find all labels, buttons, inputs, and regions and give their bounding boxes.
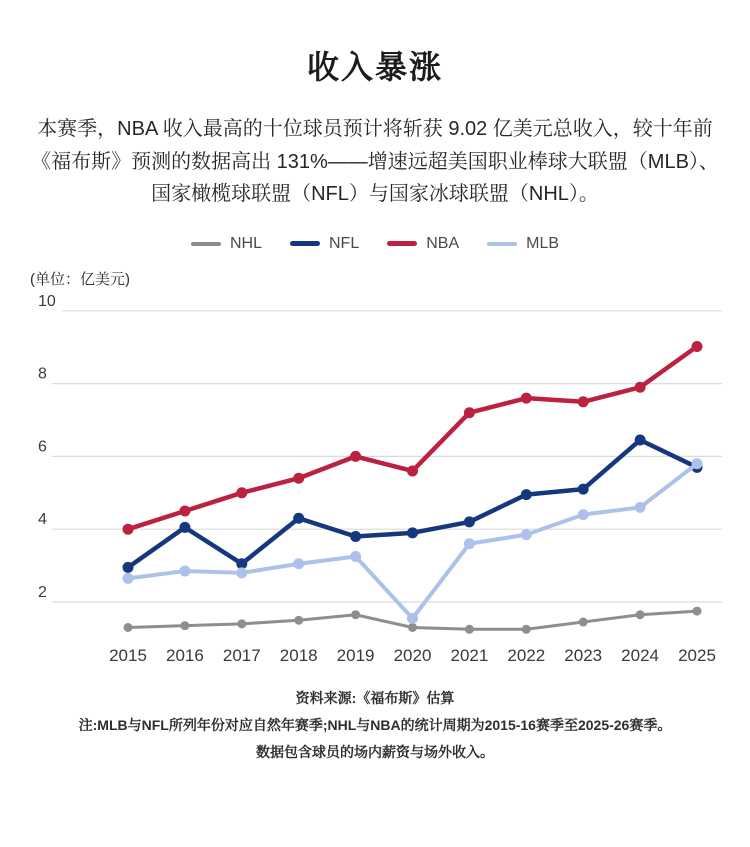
data-point-mlb-2019 bbox=[350, 551, 361, 562]
data-point-nfl-2016 bbox=[179, 521, 190, 532]
data-point-nfl-2015 bbox=[123, 561, 134, 572]
data-point-nhl-2017 bbox=[237, 619, 246, 628]
data-point-nfl-2021 bbox=[464, 516, 475, 527]
data-point-nfl-2023 bbox=[578, 483, 589, 494]
data-point-nba-2022 bbox=[521, 392, 532, 403]
data-point-nfl-2019 bbox=[350, 530, 361, 541]
note-line-1: 注:MLB与NFL所列年份对应自然年赛季;NHL与NBA的统计周期为2015-16赛季至2025-26赛季。 bbox=[78, 716, 672, 733]
data-point-nba-2018 bbox=[293, 472, 304, 483]
legend-swatch-nba bbox=[387, 241, 417, 246]
legend-swatch-nhl bbox=[191, 242, 221, 246]
data-point-nba-2024 bbox=[635, 381, 646, 392]
legend-label-nba: NBA bbox=[426, 234, 460, 252]
data-point-nba-2020 bbox=[407, 465, 418, 476]
data-point-mlb-2021 bbox=[464, 538, 475, 549]
data-point-nhl-2018 bbox=[294, 615, 303, 624]
legend-item-nhl bbox=[191, 235, 262, 253]
legend-label-nfl: NFL bbox=[328, 234, 360, 252]
data-point-nhl-2022 bbox=[522, 624, 531, 633]
data-point-nba-2019 bbox=[350, 450, 361, 461]
series-line-mlb bbox=[128, 463, 697, 618]
data-point-nba-2017 bbox=[236, 487, 247, 498]
y-tick-label-10: 10 bbox=[38, 292, 56, 310]
y-axis-unit-label: (单位：亿美元) bbox=[30, 270, 130, 288]
x-tick-label-2022: 2022 bbox=[507, 645, 546, 665]
data-point-nba-2015 bbox=[123, 523, 134, 534]
y-tick-label-4: 4 bbox=[38, 510, 47, 528]
data-point-mlb-2017 bbox=[236, 567, 247, 578]
legend-item-nba bbox=[387, 235, 459, 253]
source-line: 资料来源:《福布斯》估算 bbox=[295, 689, 455, 706]
data-point-mlb-2024 bbox=[635, 501, 646, 512]
x-tick-label-2018: 2018 bbox=[279, 645, 318, 665]
data-point-nhl-2019 bbox=[351, 610, 360, 619]
x-tick-label-2021: 2021 bbox=[450, 645, 489, 665]
data-point-nba-2016 bbox=[179, 505, 190, 516]
data-point-nhl-2023 bbox=[579, 617, 588, 626]
data-point-mlb-2016 bbox=[179, 565, 190, 576]
data-point-nba-2021 bbox=[464, 407, 475, 418]
x-tick-label-2016: 2016 bbox=[165, 645, 204, 665]
data-point-nba-2025 bbox=[692, 340, 703, 351]
chart-footer bbox=[0, 685, 750, 766]
data-point-nhl-2021 bbox=[465, 624, 474, 633]
note-line-2: 数据包含球员的场内薪资与场外收入。 bbox=[256, 743, 494, 760]
data-point-mlb-2015 bbox=[123, 572, 134, 583]
x-tick-label-2019: 2019 bbox=[336, 645, 375, 665]
data-point-nhl-2016 bbox=[180, 621, 189, 630]
x-tick-label-2025: 2025 bbox=[678, 645, 716, 665]
data-point-nfl-2020 bbox=[407, 527, 418, 538]
legend-item-mlb bbox=[487, 235, 559, 253]
data-point-nfl-2018 bbox=[293, 512, 304, 523]
data-point-mlb-2023 bbox=[578, 509, 589, 520]
legend-item-nfl bbox=[290, 235, 359, 253]
data-point-nfl-2024 bbox=[635, 434, 646, 445]
data-point-nhl-2015 bbox=[124, 622, 133, 631]
data-point-nba-2023 bbox=[578, 396, 589, 407]
chart-legend bbox=[0, 235, 750, 253]
y-tick-label-6: 6 bbox=[38, 437, 47, 455]
legend-label-nhl: NHL bbox=[229, 234, 262, 252]
y-tick-label-8: 8 bbox=[38, 365, 47, 383]
data-point-mlb-2025 bbox=[692, 458, 703, 469]
data-point-mlb-2022 bbox=[521, 529, 532, 540]
data-point-nhl-2025 bbox=[693, 606, 702, 615]
data-point-mlb-2020 bbox=[407, 612, 418, 623]
legend-swatch-nfl bbox=[290, 241, 320, 246]
x-tick-label-2023: 2023 bbox=[564, 645, 603, 665]
legend-swatch-mlb bbox=[487, 242, 517, 246]
y-tick-label-2: 2 bbox=[38, 583, 47, 601]
page-title: 收入暴涨 bbox=[306, 49, 443, 85]
x-tick-label-2017: 2017 bbox=[222, 645, 261, 665]
intro-paragraph: 本赛季，NBA 收入最高的十位球员预计将斩获 9.02 亿美元总收入，较十年前《福布斯》预测的数据高出 131%——增速远超美国职业棒球大联盟（MLB）、国家橄榄球联盟（NFL）与国家冰球联盟（NHL）。 bbox=[31, 118, 719, 205]
data-point-nhl-2020 bbox=[408, 622, 417, 631]
data-point-mlb-2018 bbox=[293, 558, 304, 569]
data-point-nfl-2022 bbox=[521, 489, 532, 500]
x-tick-label-2020: 2020 bbox=[393, 645, 432, 665]
series-line-nba bbox=[128, 346, 697, 529]
legend-label-mlb: MLB bbox=[526, 234, 560, 252]
data-point-nhl-2024 bbox=[636, 610, 645, 619]
x-tick-label-2024: 2024 bbox=[621, 645, 660, 665]
revenue-line-chart bbox=[0, 292, 750, 672]
x-tick-label-2015: 2015 bbox=[109, 645, 147, 665]
